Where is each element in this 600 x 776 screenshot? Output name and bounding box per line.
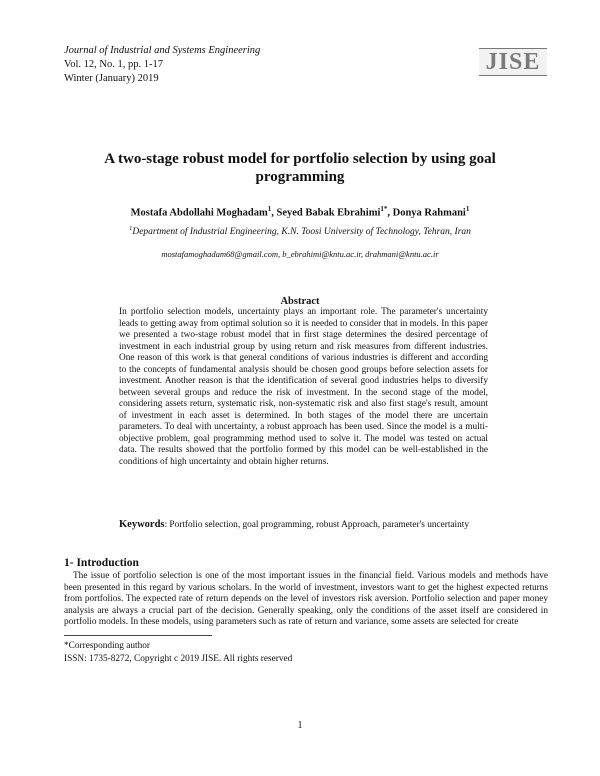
- footnote-divider: [64, 635, 212, 636]
- paper-title: A two-stage robust model for portfolio selection by using goal programming: [104, 151, 496, 185]
- keywords-label: Keywords: [119, 519, 165, 530]
- page-number: 1: [297, 720, 303, 731]
- affiliation: [60, 225, 540, 237]
- journal-volume: Vol. 12, No. 1, pp. 1-17: [64, 59, 163, 70]
- keywords-text: : Portfolio selection, goal programming, robust Approach, parameter's uncertainty: [164, 520, 470, 530]
- jise-logo: [479, 48, 547, 76]
- affiliation-mark: 1: [129, 225, 133, 232]
- issn-copyright: ISSN: 1735-8272, Copyright c 2019 JISE. All rights reserved: [64, 654, 293, 664]
- abstract-heading: Abstract: [280, 296, 320, 307]
- author-separator: ,: [387, 207, 393, 219]
- introduction-body: [64, 571, 548, 629]
- author-emails: mostafamoghadam68@gmail.com, b_ebrahimi@kntu.ac.ir, drahmani@kntu.ac.ir: [161, 249, 439, 259]
- jise-logo-text: JISE: [485, 49, 541, 75]
- author-3: Donya Rahmani: [392, 207, 466, 219]
- journal-season: Winter (January) 2019: [64, 73, 159, 84]
- author-1-affil-mark: 1: [267, 205, 272, 213]
- author-1: Mostafa Abdollahi Moghadam: [130, 207, 268, 219]
- affiliation-text: Department of Industrial Engineering, K.N. Toosi University of Technology, Tehran, Iran: [132, 227, 471, 238]
- author-2-affil-mark: 1*: [380, 205, 388, 213]
- abstract-body: In portfolio selection models, uncertainty plays an important role. The parameter's uncertainty leads to getting away from optimal solution so it is needed to consider that in models. In this paper we presented a two-stage robust model that in first stage determines the desired percentage of investment in each industrial group by using return and risk measures from different industries. One reason of this work is that general conditions of various industries is different and according to the concepts of fundamental analysis should be chosen good groups before selection assets for investment. Another reason is that the identification of several good industries helps to diversify between several groups and reduce the risk of investment. In the second stage of the model, considering assets return, systematic risk, non-systematic risk and also first stage's result, amount of investment in each asset is determined. In both stages of the model there are uncertain parameters. To deal with uncertainty, a robust approach has been used. Since the model is a multi-objective problem, goal programming method used to solve it. The model was tested on actual data. The results showed that the portfolio formed by this model can be well-established in the conditions of high uncertainty and obtain higher returns.: [119, 307, 488, 467]
- journal-name: Journal of Industrial and Systems Engineering: [64, 45, 261, 56]
- author-2: Seyed Babak Ebrahimi: [276, 207, 381, 219]
- corresponding-author-note: *Corresponding author: [64, 641, 150, 651]
- author-3-affil-mark: 1: [465, 205, 470, 213]
- keywords: [119, 519, 488, 532]
- section-heading-introduction: 1- Introduction: [64, 557, 139, 569]
- introduction-paragraph: The issue of portfolio selection is one of the most important issues in the financial field. Various models and methods have been presented in this regard by various scholars. In the world of investment, investors want to get the highest expected returns from portfolios. The expected rate of return depends on the level of investors risk aversion. Portfolio selection and paper money analysis are always a crucial part of the decision. Generally speaking, only the conditions of the asset itself are considered in portfolio models. In these models, using parameters such as rate of return and variance, some assets are selected for create: [64, 571, 548, 628]
- author-separator: ,: [271, 207, 277, 219]
- author-list: [60, 205, 540, 219]
